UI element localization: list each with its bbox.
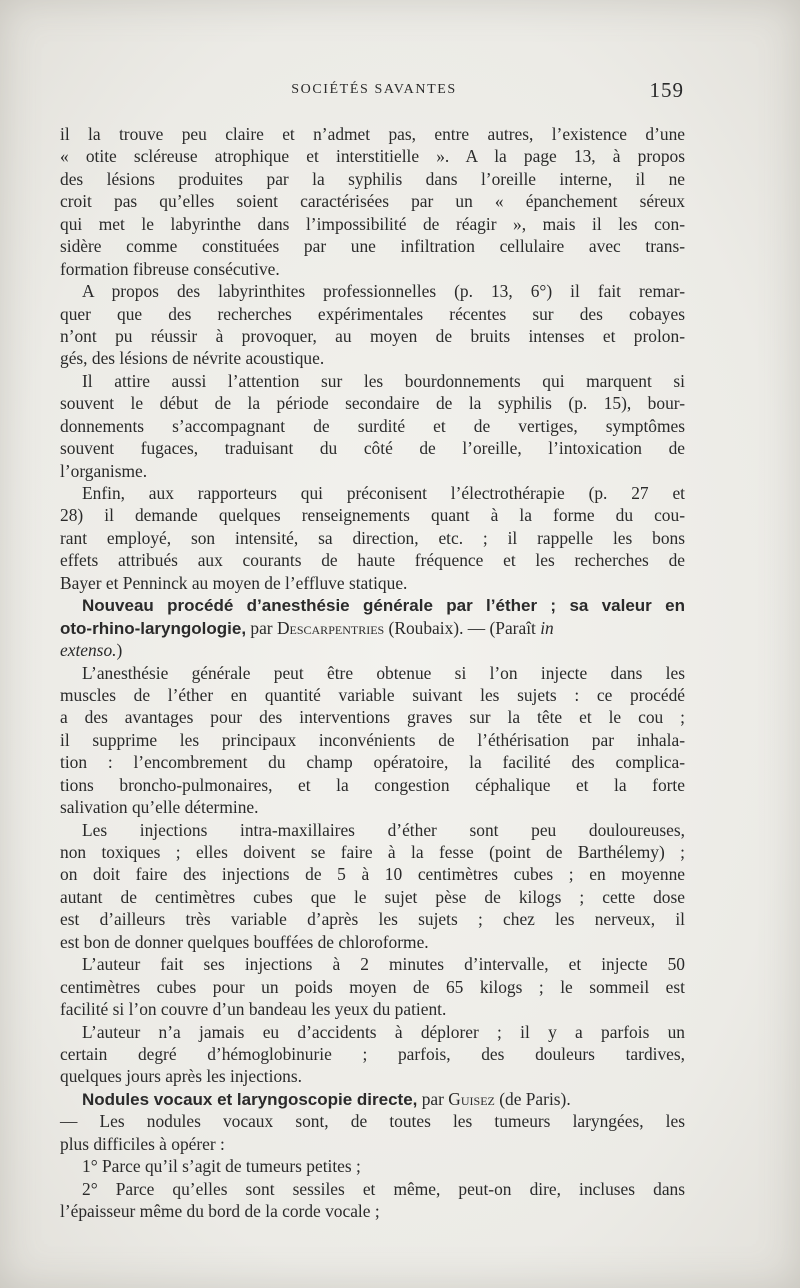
article-title: Nouveau procédé d’anesthésie générale par l’éther ; sa valeur en <box>82 596 685 616</box>
text-line: croit pas qu’elles soient caractérisées par un « épanchement séreux <box>60 191 685 212</box>
text-line: — Les nodules vocaux sont, de toutes les tumeurs laryngées, les <box>60 1111 685 1132</box>
text-line: il la trouve peu claire et n’admet pas, entre autres, l’existence d’une <box>60 124 685 144</box>
text-line: souvent le début de la période secondaire de la syphilis (p. 15), bour- <box>60 393 685 414</box>
text-line: L’auteur n’a jamais eu d’accidents à déplorer ; il y a parfois un <box>82 1021 685 1042</box>
text-line: Bayer et Penninck au moyen de l’effluve statique. <box>60 572 408 593</box>
text-line: il supprime les principaux inconvénients de l’éthérisation par inhala- <box>60 729 685 750</box>
page-number: 159 <box>649 78 684 102</box>
by-word: par <box>417 1088 449 1109</box>
text-line: A propos des labyrinthites professionnelles (p. 13, 6°) il fait remar- <box>82 281 685 302</box>
text-line: tion : l’encombrement du champ opératoire, la facilité des complica- <box>60 752 685 773</box>
text-line: L’auteur fait ses injections à 2 minutes d’intervalle, et injecte 50 <box>82 954 685 975</box>
text-line: on doit faire des injections de 5 à 10 centimètres cubes ; en moyenne <box>60 864 685 885</box>
text-line: est d’ailleurs très variable d’après les sujets ; chez les nerveux, il <box>60 909 685 930</box>
running-title: SOCIÉTÉS SAVANTES <box>291 82 457 97</box>
text-line: souvent fugaces, traduisant du côté de l’oreille, l’intoxication de <box>60 438 685 459</box>
article-heading-continued <box>60 617 685 639</box>
text-line: non toxiques ; elles doivent se faire à la fesse (point de Barthélemy) ; <box>60 842 685 862</box>
article-heading-continued <box>60 639 685 661</box>
text-line: l’organisme. <box>60 460 148 481</box>
article-note: (Roubaix). — (Paraît <box>384 617 541 638</box>
text-line: donnements s’accompagnant de surdité et de vertiges, symptômes <box>60 415 685 436</box>
text-line: formation fibreuse consécutive. <box>60 258 280 279</box>
text-line: autant de centimètres cubes que le sujet pèse de kilogs ; cette dose <box>60 886 685 907</box>
text-line: plus difficiles à opérer : <box>60 1133 225 1154</box>
text-line: L’anesthésie générale peut être obtenue si l’on injecte dans les <box>82 662 685 683</box>
article-author: Guisez <box>448 1088 495 1109</box>
article-title-end: oto-rhino-laryngologie, <box>60 618 247 638</box>
article-affiliation: (de Paris). <box>494 1088 571 1109</box>
text-line: quer que des recherches expérimentales récentes sur des cobayes <box>60 303 685 324</box>
article-heading <box>60 594 685 616</box>
text-line: qui met le labyrinthe dans l’impossibilité de réagir », mais il les con- <box>60 213 685 234</box>
text-line: facilité si l’on couvre d’un bandeau les yeux du patient. <box>60 999 447 1020</box>
text-line: Les injections intra-maxillaires d’éther sont peu douloureuses, <box>82 819 685 840</box>
in-word: in <box>540 617 554 638</box>
text-line: Il attire aussi l’attention sur les bourdonnements qui marquent si <box>82 370 685 391</box>
text-line: 28) il demande quelques renseignements quant à la forme du cou- <box>60 505 685 526</box>
article-heading <box>60 1088 685 1110</box>
text-line: salivation qu’elle détermine. <box>60 797 259 818</box>
text-line: sidère comme constituées par une infiltration cellulaire avec trans- <box>60 236 685 257</box>
text-line: quelques jours après les injections. <box>60 1066 302 1087</box>
text-line: centimètres cubes pour un poids moyen de 65 kilogs ; le sommeil est <box>60 976 685 997</box>
text-line: est bon de donner quelques bouffées de chloroforme. <box>60 931 429 952</box>
closing-paren: ) <box>116 640 123 661</box>
text-line: n’ont pu réussir à provoquer, au moyen de bruits intenses et prolon- <box>60 325 685 346</box>
text-line: tions broncho-pulmonaires, et la congestion céphalique et la forte <box>60 774 685 795</box>
text-line: effets attribués aux courants de haute fréquence et les recherches de <box>60 550 685 571</box>
text-line: 2° Parce qu’elles sont sessiles et même, peut-on dire, incluses dans <box>82 1178 685 1199</box>
text-line: muscles de l’éther en quantité variable suivant les sujets : ce procédé <box>60 684 685 705</box>
body-text <box>60 123 685 1222</box>
article-author: Descarpentries <box>276 617 385 638</box>
by-word: par <box>246 617 277 638</box>
text-line: certain degré d’hémoglobinurie ; parfois, des douleurs tardives, <box>60 1043 685 1064</box>
text-line: gés, des lésions de névrite acoustique. <box>60 348 325 369</box>
text-line: des lésions produites par la syphilis dans l’oreille interne, il ne <box>60 168 685 189</box>
text-line: Enfin, aux rapporteurs qui préconisent l’électrothérapie (p. 27 et <box>82 483 685 503</box>
text-line: a des avantages pour des interventions graves sur la tête et le cou ; <box>60 707 685 728</box>
running-header <box>64 78 684 102</box>
text-line: 1° Parce qu’il s’agit de tumeurs petites ; <box>82 1156 361 1177</box>
text-line: l’épaisseur même du bord de la corde vocale ; <box>60 1201 380 1221</box>
extenso-word: extenso. <box>60 640 117 661</box>
article-title: Nodules vocaux et laryngoscopie directe, <box>82 1089 418 1109</box>
text-line: « otite scléreuse atrophique et interstitielle ». A la page 13, à propos <box>60 146 685 167</box>
text-line: rant employé, son intensité, sa direction, etc. ; il rappelle les bons <box>60 527 685 548</box>
